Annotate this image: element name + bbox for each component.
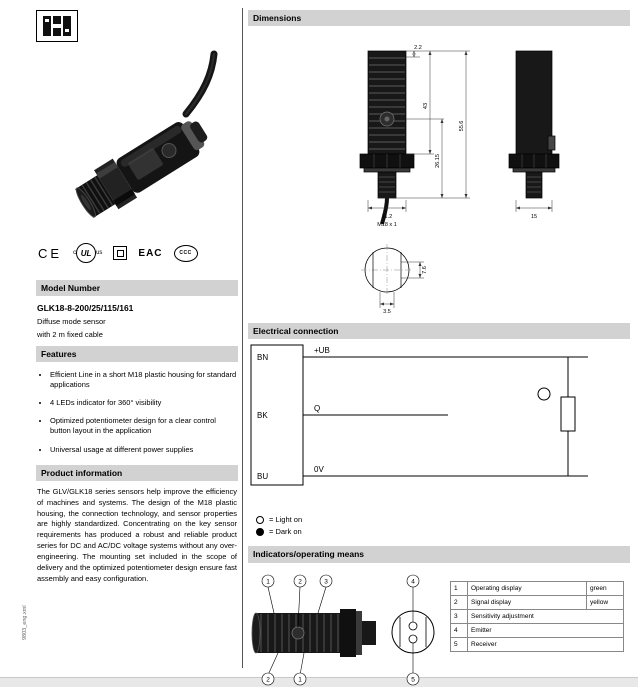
- feature-item: • 4 LEDs indicator for 360° visibility: [50, 398, 238, 408]
- row-label: Sensitivity adjustment: [468, 609, 624, 623]
- callout-5: 5: [411, 676, 415, 684]
- dim-thread: M18 x 1: [377, 222, 397, 229]
- sensor-body-group: [70, 110, 215, 224]
- dim-overall: 55.6: [459, 120, 465, 132]
- wire-terminal-bu: BU: [257, 472, 269, 482]
- dimensions-header: Dimensions: [248, 10, 630, 26]
- certification-marks: [38, 240, 238, 266]
- protection-class-ii-icon: [113, 246, 127, 260]
- feature-item: • Efficient Line in a short M18 plastic housing for standard applications: [50, 370, 238, 390]
- product-photo-image: [54, 52, 224, 227]
- document-code: 9803_eng.xml: [22, 605, 28, 640]
- callout-2b: 2: [266, 676, 270, 684]
- dim-width: 11.2: [381, 214, 393, 221]
- row-value: yellow: [587, 595, 624, 609]
- features-header: Features: [36, 346, 238, 362]
- wire-terminal-bk: BK: [257, 411, 268, 421]
- left-column: [36, 10, 238, 591]
- row-label: Operating display: [468, 581, 587, 595]
- dim-flat: 7.6: [422, 266, 428, 275]
- indicators-table: [450, 581, 624, 652]
- callout-4: 4: [411, 578, 415, 586]
- filled-circle-icon: [256, 528, 264, 536]
- row-number: 4: [451, 623, 468, 637]
- electrical-connection-diagram: [248, 339, 630, 507]
- company-logo-icon: [42, 15, 72, 37]
- model-description-line1: Diffuse mode sensor: [37, 317, 106, 327]
- table-row: [451, 637, 624, 651]
- features-list: [36, 370, 238, 455]
- ul-suffix: us: [96, 250, 103, 256]
- product-information-section: [36, 465, 238, 585]
- callout-3: 3: [324, 578, 328, 586]
- wire-signal-0v: 0V: [314, 465, 324, 475]
- row-label: Signal display: [468, 595, 587, 609]
- legend-dark-on: [256, 527, 630, 536]
- callout-2: 2: [298, 578, 302, 586]
- model-number-section: [36, 280, 238, 340]
- company-logo: [36, 10, 78, 42]
- product-information-header: Product information: [36, 465, 238, 481]
- row-label: Emitter: [468, 623, 624, 637]
- legend-light-on-text: = Light on: [269, 515, 303, 525]
- features-section: [36, 346, 238, 455]
- callout-1: 1: [266, 578, 270, 586]
- indicators-content: [248, 569, 630, 687]
- right-column: [248, 10, 630, 687]
- dim-side-width: 15: [530, 214, 538, 221]
- product-information-text: The GLV/GLK18 series sensors help improve the efficiency of machines and systems. The design of the M18 plastic housing, the connection technology, and sensor properties are highly standardized. Concentrating on the key sensor requirements has produced a robust and reliable product series for DC and AC/DC voltage systems without any over-engineering. The mounting set included in the scope of delivery and the optimized potentiometer design ensure fast assembly and easy configuration.: [37, 486, 237, 583]
- dim-thread-length: 43: [423, 103, 429, 110]
- dimensions-drawing: [248, 26, 630, 318]
- wire-terminal-bn: BN: [257, 353, 269, 363]
- row-number: 3: [451, 609, 468, 623]
- electrical-connection-header: Electrical connection: [248, 323, 630, 339]
- eac-mark-icon: EAC: [138, 247, 163, 259]
- model-number-value: GLK18-8-200/25/115/161: [37, 303, 134, 314]
- wire-signal-ub: +UB: [314, 346, 330, 356]
- column-divider: [242, 8, 243, 668]
- indicators-drawing: [248, 569, 444, 687]
- dim-cap: 2.2: [414, 45, 422, 52]
- callout-1b: 1: [298, 676, 302, 684]
- row-label: Receiver: [468, 637, 624, 651]
- ul-circle: UL: [76, 243, 96, 263]
- row-number: 5: [451, 637, 468, 651]
- feature-item: • Universal usage at different power supplies: [50, 445, 238, 455]
- row-number: 2: [451, 595, 468, 609]
- ul-prefix: c: [73, 250, 77, 256]
- ul-mark-icon: [73, 243, 102, 263]
- ccc-mark-icon: CCC: [174, 245, 198, 262]
- table-row: [451, 623, 624, 637]
- output-symbol: [538, 388, 550, 400]
- legend-dark-on-text: = Dark on: [269, 527, 302, 537]
- row-number: 1: [451, 581, 468, 595]
- row-value: green: [587, 581, 624, 595]
- table-row: [451, 581, 624, 595]
- product-photo: [54, 52, 238, 232]
- legend-light-on: [256, 515, 630, 524]
- model-number-header: Model Number: [36, 280, 238, 296]
- dim-pin: 3.5: [383, 309, 391, 316]
- dim-mid: 26.15: [435, 154, 441, 169]
- feature-item: • Optimized potentiometer design for a clear control button layout in the application: [50, 416, 238, 436]
- wire-signal-q: Q: [314, 404, 321, 414]
- table-row: [451, 609, 624, 623]
- model-description-line2: with 2 m fixed cable: [37, 329, 103, 339]
- ce-mark-icon: CE: [38, 245, 63, 261]
- indicators-header: Indicators/operating means: [248, 546, 630, 562]
- open-circle-icon: [256, 516, 264, 524]
- table-row: [451, 595, 624, 609]
